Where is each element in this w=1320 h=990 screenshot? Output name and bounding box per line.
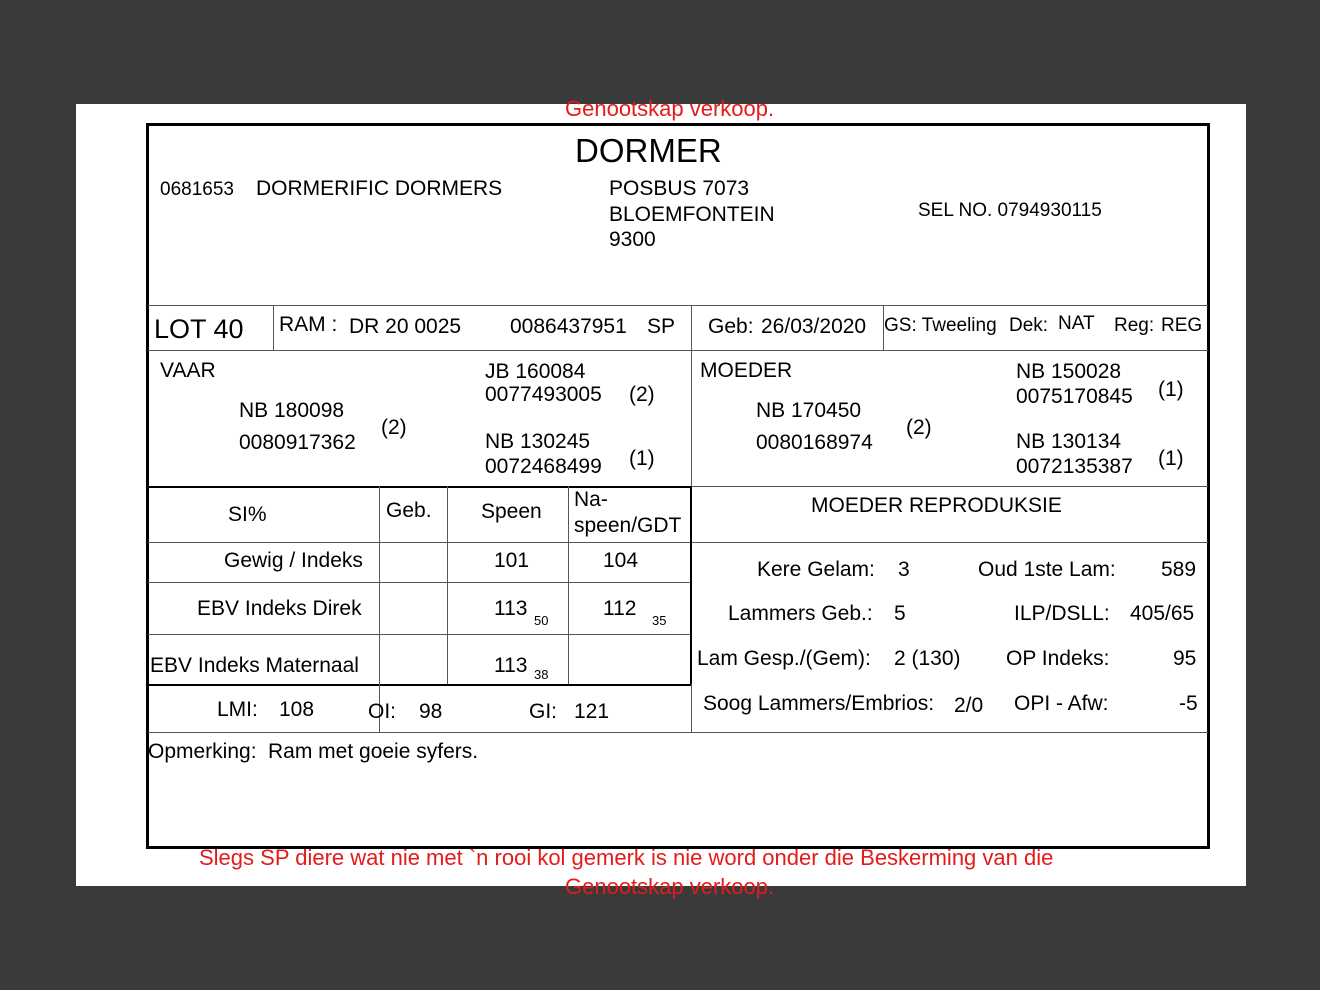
lammers-value: 5	[894, 602, 906, 625]
si-header-naspeen-2: speen/GDT	[574, 514, 682, 537]
gesp-value: 2 (130)	[894, 647, 961, 670]
vaar-mark: (2)	[381, 416, 407, 439]
si-header-speen: Speen	[481, 500, 542, 523]
ilp-label: ILP/DSLL:	[1014, 602, 1110, 625]
oi-value: 98	[419, 700, 443, 723]
si-row-1-naspeen: 104	[603, 549, 639, 572]
vaar-sire-id: JB 160084	[485, 360, 586, 383]
moeder-label: MOEDER	[700, 359, 793, 382]
address-line-2: BLOEMFONTEIN	[609, 203, 775, 226]
reg-label: Reg:	[1114, 315, 1155, 336]
remark-text: Ram met goeie syfers.	[268, 740, 479, 763]
moeder-sire-mark: (1)	[1158, 378, 1184, 401]
oud-value: 589	[1161, 558, 1197, 581]
moeder-dam-number: 0072135387	[1016, 455, 1133, 478]
gs-value: GS: Tweeling	[884, 315, 997, 336]
ilp-value: 405/65	[1130, 602, 1195, 625]
oi-label: OI:	[368, 700, 397, 723]
vaar-dam-id: NB 130245	[485, 430, 591, 453]
vaar-id: NB 180098	[239, 399, 345, 422]
breeder-name: DORMERIFIC DORMERS	[256, 177, 503, 200]
si-header-si: SI%	[228, 503, 267, 526]
frame-top	[146, 123, 1210, 126]
gi-value: 121	[574, 700, 610, 723]
lot-number: LOT 40	[154, 314, 244, 344]
kere-value: 3	[898, 558, 910, 581]
gesp-label: Lam Gesp./(Gem):	[697, 647, 871, 670]
lammers-label: Lammers Geb.:	[728, 602, 873, 625]
breeder-number: 0681653	[160, 179, 234, 200]
vaar-label: VAAR	[160, 359, 216, 382]
si-table-top	[148, 486, 691, 488]
moeder-number: 0080168974	[756, 431, 873, 454]
breed-title: DORMER	[575, 132, 722, 169]
si-col-2	[447, 486, 448, 684]
ram-class: SP	[647, 315, 676, 338]
si-row-2-naspeen: 112	[603, 597, 637, 620]
si-header-geb: Geb.	[386, 499, 432, 522]
ram-id: DR 20 0025	[349, 315, 462, 338]
moeder-id: NB 170450	[756, 399, 862, 422]
notice-top: Genootskap verkoop.	[565, 96, 775, 121]
frame-right	[1207, 123, 1210, 847]
address-line-1: POSBUS 7073	[609, 177, 750, 200]
notice-bottom-line-1: Slegs SP diere wat nie met `n rooi kol gemerk is nie word onder die Beskerming van die	[199, 845, 1054, 870]
si-row-2-speen-sub: 50	[534, 613, 549, 628]
lmi-value: 108	[279, 698, 315, 721]
dek-value: NAT	[1058, 313, 1095, 334]
si-row-3-label: EBV Indeks Maternaal	[150, 654, 359, 677]
vaar-dam-number: 0072468499	[485, 455, 602, 478]
geb-label: Geb:	[708, 315, 754, 338]
vaar-sire-number: 0077493005	[485, 383, 602, 406]
soog-value: 2/0	[954, 694, 984, 717]
lot-row-bottom	[148, 350, 1208, 351]
si-col-4	[690, 486, 692, 684]
ram-number: 0086437951	[510, 315, 627, 338]
dek-label: Dek:	[1009, 315, 1049, 336]
geb-divider-left	[691, 305, 692, 350]
reg-value: REG	[1161, 315, 1203, 336]
oud-label: Oud 1ste Lam:	[978, 558, 1116, 581]
si-row-2-naspeen-sub: 35	[652, 613, 667, 628]
si-row-3-speen-sub: 38	[534, 667, 549, 682]
repro-title: MOEDER REPRODUKSIE	[811, 494, 1062, 517]
sel-no: SEL NO. 0794930115	[918, 200, 1102, 221]
notice-bottom-line-2: Genootskap verkoop.	[565, 874, 775, 899]
ram-label: RAM :	[279, 313, 338, 336]
lot-divider	[273, 305, 274, 350]
moeder-sire-id: NB 150028	[1016, 360, 1122, 383]
moeder-dam-id: NB 130134	[1016, 430, 1122, 453]
repro-top	[691, 486, 1208, 487]
op-label: OP Indeks:	[1006, 647, 1110, 670]
si-row-2-speen: 113	[494, 597, 528, 620]
moeder-sire-number: 0075170845	[1016, 385, 1133, 408]
op-value: 95	[1173, 647, 1197, 670]
indices-bottom	[148, 732, 1208, 733]
si-row-1-bottom	[148, 582, 691, 583]
soog-label: Soog Lammers/Embrios:	[703, 692, 935, 715]
lot-card-page	[76, 96, 1246, 899]
si-row-1-label: Gewig / Indeks	[224, 549, 363, 572]
address-line-3: 9300	[609, 228, 656, 251]
si-row-2-bottom	[148, 634, 691, 635]
si-row-2-label: EBV Indeks Direk	[197, 597, 362, 620]
si-header-naspeen-1: Na-	[574, 488, 608, 511]
si-row-3-speen: 113	[494, 654, 528, 677]
gi-label: GI:	[529, 700, 558, 723]
si-col-3	[568, 486, 569, 684]
si-header-bottom	[148, 542, 1208, 543]
vaar-number: 0080917362	[239, 431, 356, 454]
lmi-label: LMI:	[217, 698, 258, 721]
moeder-dam-mark: (1)	[1158, 447, 1184, 470]
si-col-1	[379, 486, 380, 732]
vaar-dam-mark: (1)	[629, 447, 655, 470]
opi-label: OPI - Afw:	[1014, 692, 1109, 715]
opi-value: -5	[1179, 692, 1198, 715]
frame-left	[146, 123, 149, 847]
geb-date: 26/03/2020	[761, 315, 867, 338]
kere-label: Kere Gelam:	[757, 558, 875, 581]
remark-label: Opmerking:	[148, 740, 257, 763]
si-row-1-speen: 101	[494, 549, 530, 572]
vaar-sire-mark: (2)	[629, 383, 655, 406]
lot-row-top	[148, 305, 1208, 306]
si-table-bottom	[148, 684, 691, 686]
moeder-mark: (2)	[906, 416, 932, 439]
